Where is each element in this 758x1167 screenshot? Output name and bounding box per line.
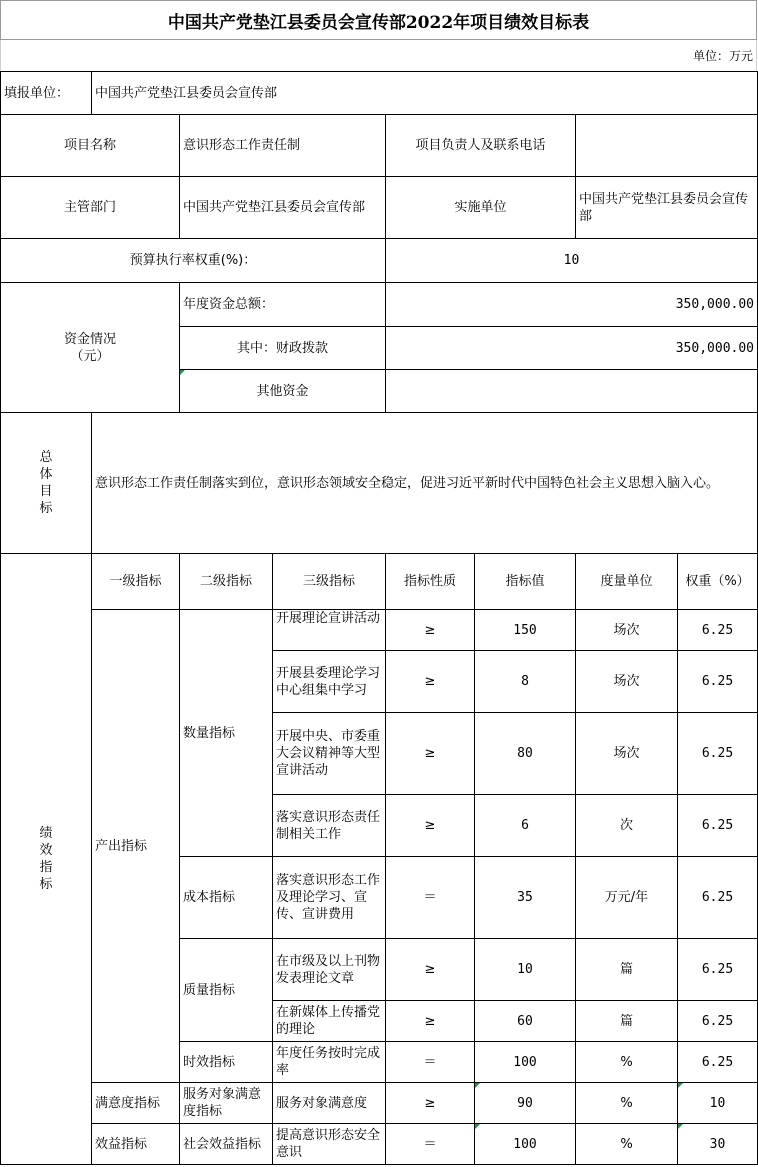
indicator-value: 6 (475, 795, 576, 857)
indicator-name: 在市级及以上刊物发表理论文章 (273, 939, 386, 1001)
level2-quantity: 数量指标 (180, 610, 273, 857)
level2-service: 服务对象满意度指标 (180, 1083, 273, 1124)
indicator-value: 90 (475, 1083, 576, 1124)
indicator-nature: ＝ (386, 857, 475, 939)
indicator-name: 开展理论宣讲活动 (273, 610, 386, 651)
indicator-nature: ≥ (386, 1083, 475, 1124)
table-row (1, 1083, 758, 1124)
funds-fiscal-value: 350,000.00 (386, 327, 758, 370)
indicator-weight: 6.25 (678, 713, 758, 795)
level1-benefit: 效益指标 (92, 1124, 180, 1165)
indicator-name: 提高意识形态安全意识 (273, 1124, 386, 1165)
indicator-unit: 场次 (576, 610, 678, 651)
indicator-weight: 6.25 (678, 857, 758, 939)
indicator-unit: 篇 (576, 939, 678, 1001)
performance-label-text: 绩效指标 (39, 826, 53, 892)
funds-label (1, 283, 180, 413)
indicator-weight: 30 (678, 1124, 758, 1165)
header-weight: 权重（%） (678, 554, 758, 610)
funds-total-label: 年度资金总额： (180, 283, 386, 327)
indicator-nature: ≥ (386, 610, 475, 651)
level2-timeliness: 时效指标 (180, 1042, 273, 1083)
project-leader-label: 项目负责人及联系电话 (386, 115, 576, 177)
indicator-weight: 6.25 (678, 610, 758, 651)
indicator-nature: ＝ (386, 1042, 475, 1083)
project-leader-value (576, 115, 758, 177)
level2-cost: 成本指标 (180, 857, 273, 939)
indicator-weight: 6.25 (678, 939, 758, 1001)
indicator-value: 35 (475, 857, 576, 939)
indicator-weight: 6.25 (678, 651, 758, 713)
sheet-title: 中国共产党垫江县委员会宣传部2022年项目绩效目标表 (0, 0, 757, 40)
indicator-weight: 6.25 (678, 1042, 758, 1083)
header-unit: 度量单位 (576, 554, 678, 610)
overall-goal-label (1, 413, 92, 554)
budget-weight-label: 预算执行率权重(%)： (1, 239, 386, 283)
indicator-nature: ＝ (386, 1124, 475, 1165)
indicator-name: 服务对象满意度 (273, 1083, 386, 1124)
reporting-unit-label: 填报单位： (1, 72, 92, 115)
indicator-unit: % (576, 1124, 678, 1165)
indicator-value: 10 (475, 939, 576, 1001)
indicator-name: 年度任务按时完成率 (273, 1042, 386, 1083)
header-value: 指标值 (475, 554, 576, 610)
indicator-value: 60 (475, 1001, 576, 1042)
department-label: 主管部门 (1, 177, 180, 239)
unit-label: 单位：万元 (0, 40, 757, 71)
indicator-weight: 10 (678, 1083, 758, 1124)
indicator-unit: % (576, 1083, 678, 1124)
indicator-value: 150 (475, 610, 576, 651)
level1-satisfaction: 满意度指标 (92, 1083, 180, 1124)
level2-social: 社会效益指标 (180, 1124, 273, 1165)
budget-weight-value: 10 (386, 239, 758, 283)
indicator-nature: ≥ (386, 651, 475, 713)
implementer-label: 实施单位 (386, 177, 576, 239)
header-level3: 三级指标 (273, 554, 386, 610)
overall-goal-text: 意识形态工作责任制落实到位，意识形态领域安全稳定，促进习近平新时代中国特色社会主义思想入脑入心。 (92, 413, 758, 554)
level1-output: 产出指标 (92, 610, 180, 1083)
project-name-value: 意识形态工作责任制 (180, 115, 386, 177)
header-level2: 二级指标 (180, 554, 273, 610)
indicator-nature: ≥ (386, 713, 475, 795)
indicator-weight: 6.25 (678, 1001, 758, 1042)
indicator-nature: ≥ (386, 939, 475, 1001)
department-value: 中国共产党垫江县委员会宣传部 (180, 177, 386, 239)
funds-other-label: 其他资金 (180, 370, 386, 413)
indicator-name: 落实意识形态工作及理论学习、宣传、宣讲费用 (273, 857, 386, 939)
table-row (1, 1124, 758, 1165)
target-table (0, 71, 758, 1165)
indicator-unit: 场次 (576, 713, 678, 795)
indicator-value: 80 (475, 713, 576, 795)
funds-other-value (386, 370, 758, 413)
overall-goal-label-text: 总体目标 (39, 450, 53, 516)
indicator-nature: ≥ (386, 1001, 475, 1042)
reporting-unit-value: 中国共产党垫江县委员会宣传部 (92, 72, 758, 115)
indicator-unit: 篇 (576, 1001, 678, 1042)
header-level1: 一级指标 (92, 554, 180, 610)
indicator-weight: 6.25 (678, 795, 758, 857)
funds-total-value: 350,000.00 (386, 283, 758, 327)
indicator-value: 8 (475, 651, 576, 713)
indicator-unit: % (576, 1042, 678, 1083)
indicator-unit: 万元/年 (576, 857, 678, 939)
indicator-name: 在新媒体上传播党的理论 (273, 1001, 386, 1042)
indicator-name: 开展县委理论学习中心组集中学习 (273, 651, 386, 713)
funds-fiscal-label: 其中：财政拨款 (180, 327, 386, 370)
indicator-nature: ≥ (386, 795, 475, 857)
level2-quality: 质量指标 (180, 939, 273, 1042)
indicator-unit: 次 (576, 795, 678, 857)
indicator-value: 100 (475, 1124, 576, 1165)
indicator-unit: 场次 (576, 651, 678, 713)
implementer-value: 中国共产党垫江县委员会宣传部 (576, 177, 758, 239)
indicator-value: 100 (475, 1042, 576, 1083)
table-row (1, 610, 758, 651)
indicator-name: 落实意识形态责任制相关工作 (273, 795, 386, 857)
indicator-name: 开展中央、市委重大会议精神等大型宣讲活动 (273, 713, 386, 795)
funds-label-text: 资金情况（元） (63, 331, 116, 364)
project-name-label: 项目名称 (1, 115, 180, 177)
header-nature: 指标性质 (386, 554, 475, 610)
performance-label (1, 554, 92, 1165)
